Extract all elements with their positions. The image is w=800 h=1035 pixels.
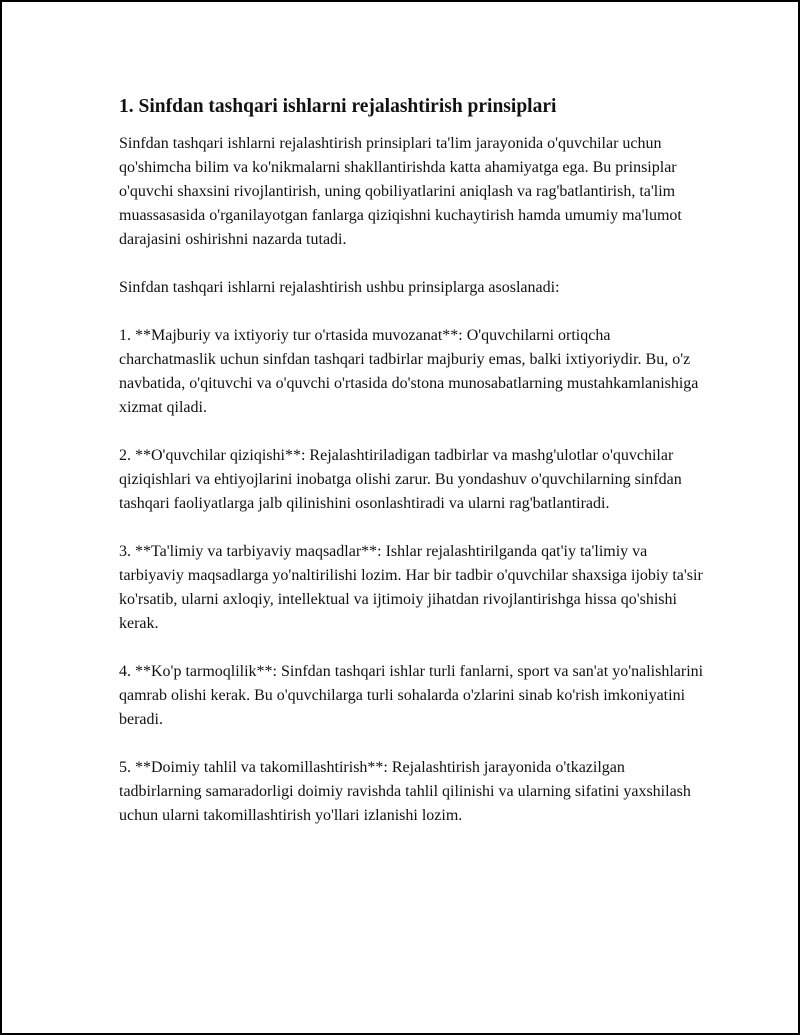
document-body bbox=[119, 94, 709, 828]
principle-3-paragraph: 3. **Ta'limiy va tarbiyaviy maqsadlar**: Ishlar rejalashtirilganda qat'iy ta'limiy va tarbiyaviy maqsadlarga yo'naltirilishi lozim. Har bir tadbir o'quvchilar shaxsiga ijobiy ta'sir ko'rsatib, ularni axloqiy, intellektual va ijtimoiy jihatdan rivojlantirishga hissa qo'shishi kerak. bbox=[119, 543, 703, 632]
principle-4-paragraph: 4. **Ko'p tarmoqlilik**: Sinfdan tashqari ishlar turli fanlarni, sport va san'at yo'nalishlarini qamrab olishi kerak. Bu o'quvchilarga turli sohalarda o'zlarini sinab ko'rish imkoniyatini beradi. bbox=[119, 663, 704, 728]
principle-5-paragraph: 5. **Doimiy tahlil va takomillashtirish**: Rejalashtirish jarayonida o'tkazilgan tadbirlarning samaradorligi doimiy ravishda tahlil qilinishi va ularning sifatini yaxshilash uchun ularni takomillashtirish yo'llari izlanishi lozim. bbox=[119, 759, 691, 824]
intro-paragraph: Sinfdan tashqari ishlarni rejalashtirish prinsiplari ta'lim jarayonida o'quvchilar uchun qo'shimcha bilim va ko'nikmalarni shakllantirishda katta ahamiyatga ega. Bu prinsiplar o'quvchi shaxsini rivojlantirish, uning qobiliyatlarini aniqlash va rag'batlantirish, ta'lim muassasasida o'rganilayotgan fanlarga qiziqishni kuchaytirish hamda umumiy ma'lumot darajasini oshirishni nazarda tutadi. bbox=[119, 135, 682, 248]
principle-2-paragraph: 2. **O'quvchilar qiziqishi**: Rejalashtiriladigan tadbirlar va mashg'ulotlar o'quvchilar qiziqishlari va ehtiyojlarini inobatga olishi zarur. Bu yondashuv o'quvchilarning sinfdan tashqari faoliyatlarga jalb qilinishini osonlashtiradi va ularni rag'batlantiradi. bbox=[119, 447, 682, 512]
section-heading: 1. Sinfdan tashqari ishlarni rejalashtirish prinsiplari bbox=[119, 96, 557, 117]
principle-1-paragraph: 1. **Majburiy va ixtiyoriy tur o'rtasida muvozanat**: O'quvchilarni ortiqcha charchatmaslik uchun sinfdan tashqari tadbirlar majburiy emas, balki ixtiyoriydir. Bu, o'z navbatida, o'qituvchi va o'quvchi o'rtasida do'stona munosabatlarning mustahkamlanishiga xizmat qiladi. bbox=[119, 327, 699, 416]
list-lead-paragraph: Sinfdan tashqari ishlarni rejalashtirish ushbu prinsiplarga asoslanadi: bbox=[119, 279, 560, 296]
